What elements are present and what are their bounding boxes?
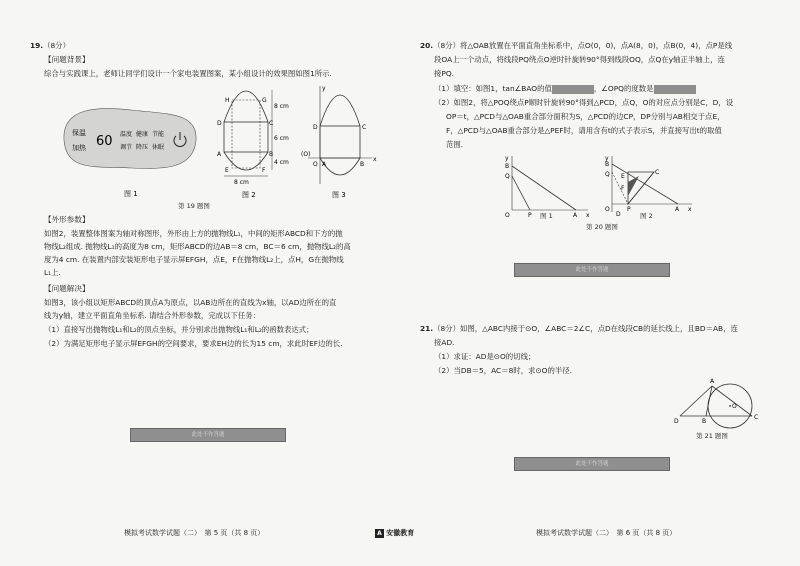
fig3-pt-o2: (O) bbox=[301, 151, 311, 158]
q19-shape-line-3: L₁上. bbox=[44, 268, 61, 277]
q20-f1-p: P bbox=[528, 212, 532, 218]
q20-f2-a: A bbox=[675, 206, 680, 213]
q20-fill-mid: ，∠OPQ的度数是 bbox=[593, 84, 654, 93]
q20-f1-q: Q bbox=[505, 173, 510, 180]
right-page bbox=[400, 0, 800, 566]
q20-f2-f: F bbox=[621, 185, 625, 192]
q20-number: 20. bbox=[420, 41, 434, 50]
q19-shape-title: 【外形参数】 bbox=[44, 215, 90, 224]
q21-figure-caption: 第 21 题图 bbox=[696, 432, 728, 440]
q21-pt-c: C bbox=[754, 414, 759, 421]
fig2-dim-0: 8 cm bbox=[274, 103, 289, 110]
fig3-x: x bbox=[373, 156, 377, 163]
device-grid-0: 温度 bbox=[120, 131, 133, 138]
q20-fig2-caption: 图 2 bbox=[640, 212, 653, 220]
q21-figure bbox=[672, 374, 764, 436]
footer-right: 模拟考试数学试题（二） 第 6 页（共 8 页） bbox=[536, 529, 677, 537]
q20-f2-d: D bbox=[616, 211, 621, 218]
fig2-pt-e: E bbox=[225, 167, 229, 174]
q20-f2-b: B bbox=[605, 161, 610, 168]
q21-answer-bar bbox=[514, 457, 670, 471]
q19-answer-bar bbox=[130, 428, 286, 442]
fig3-pt-b: B bbox=[360, 161, 365, 168]
q20-line-2: 接PQ. bbox=[434, 69, 455, 78]
q19-solve-line-0: 如图3，该小组以矩形ABCD的顶点A为原点，以AB边所在的直线为x轴，以AD边所在的直 bbox=[44, 298, 337, 307]
fig3-pt-c: C bbox=[362, 124, 367, 131]
fig2-pt-h: H bbox=[225, 97, 230, 104]
q20-f1-o: O bbox=[505, 212, 510, 218]
q21-line-1 bbox=[420, 323, 738, 335]
q20-figure-2 bbox=[600, 152, 696, 218]
fig2-dim-2: 4 cm bbox=[274, 159, 289, 166]
device-temp: 60 bbox=[96, 134, 113, 149]
fig2-dim-3: 8 cm bbox=[234, 179, 249, 186]
q19-fig1-caption: 图 1 bbox=[124, 190, 138, 198]
q21-pt-o: O bbox=[732, 403, 737, 410]
redacted-block bbox=[654, 85, 696, 94]
publisher-logo-icon: A bbox=[375, 529, 384, 538]
fig2-pt-c: C bbox=[269, 120, 274, 127]
q20-f2-x: x bbox=[688, 206, 692, 213]
q20-f2-y: y bbox=[605, 155, 609, 162]
q20-answer-bar-label: 此处不作答题 bbox=[575, 267, 609, 273]
q20-fig1-caption: 图 1 bbox=[540, 212, 553, 220]
device-left-top: 保温 bbox=[72, 129, 86, 137]
rect-efgh bbox=[232, 100, 260, 168]
q19-bg-text: 综合与实践课上，老师让同学们设计一个家电装置图案，某小组设计的效果图如图1所示. bbox=[44, 69, 332, 78]
redacted-block bbox=[552, 85, 594, 94]
q19-fig2-caption: 图 2 bbox=[242, 191, 256, 199]
fig3-pt-d: D bbox=[313, 124, 318, 131]
q20-part2-3: 范围. bbox=[446, 140, 464, 149]
q20-f2-o: O bbox=[605, 206, 610, 213]
device-left-bottom: 加热 bbox=[72, 144, 86, 152]
fig2-pt-a: A bbox=[217, 151, 222, 158]
q20-figure-1 bbox=[500, 152, 592, 218]
q20-part2-2: F，△PCD与△OAB重合部分是△PEF时，请用含有t的式子表示S，并直接写出t的取值 bbox=[446, 126, 722, 135]
q20-line-1: 段OA上一个动点，将线段PQ绕点O逆时针旋转90°得到线段OQ，点Q在y轴正半轴上，连 bbox=[434, 55, 725, 64]
device-grid-2: 节能 bbox=[152, 131, 165, 138]
device-grid-4: 降压 bbox=[136, 144, 149, 151]
q19-figure-1 bbox=[56, 88, 206, 208]
q21-line-1-text: （8分）如图，△ABC内接于⊙O，∠ABC＝2∠C，点D在线段CB的延长线上，且BD＝AB，连 bbox=[433, 324, 738, 333]
q19-task-2: （2）为满足矩形电子显示屏EFGH的空间要求，要求EH边的长为15 cm，求此时EF边的长. bbox=[44, 339, 343, 348]
q19-figure-caption: 第 19 题图 bbox=[178, 202, 210, 210]
fig2-pt-f: F bbox=[262, 167, 266, 174]
q20-f2-p: P bbox=[627, 206, 631, 213]
q20-line-0 bbox=[420, 40, 732, 52]
fig3-pt-o: O bbox=[313, 161, 318, 168]
q19-figure-3 bbox=[298, 80, 380, 205]
q19-task-1: （1）直接写出抛物线L₁和L₂的顶点坐标，并分别求出抛物线L₁和L₂的函数表达式； bbox=[44, 325, 314, 334]
fig2-pt-g: G bbox=[262, 97, 267, 104]
q19-solve-line-1: 线为y轴，建立平面直角坐标系. 请结合外形参数，完成以下任务： bbox=[44, 311, 261, 320]
q20-line-0-text: （8分）将△OAB放置在平面直角坐标系中，点O(0，0)，点A(8，0)，点B(0，4)，点P是线 bbox=[433, 41, 733, 50]
q20-part2-1: OP＝t，△PCD与△OAB重合部分面积为S，△PCD的边CP，DP分别与AB相交于点E， bbox=[446, 112, 725, 121]
footer-center bbox=[375, 528, 414, 538]
q21-part-1: （1）求证：AD是⊙O的切线； bbox=[434, 352, 536, 361]
device-grid-5: 休眠 bbox=[152, 144, 165, 151]
q19-figure-2 bbox=[206, 80, 298, 205]
q20-f1-a: A bbox=[573, 212, 578, 218]
q20-f2-c: C bbox=[655, 169, 660, 176]
q21-part-2: （2）当DB＝5，AC＝8时，求⊙O的半径. bbox=[434, 366, 573, 375]
parabola-l1 bbox=[224, 91, 268, 122]
q20-f2-q: Q bbox=[605, 171, 610, 178]
q19-shape-line-2: 度为4 cm. 在装置内部安装矩形电子显示屏EFGH，点E，F在抛物线L₂上，点H，G在抛物线 bbox=[44, 255, 344, 264]
q20-f1-y: y bbox=[505, 155, 509, 162]
q20-answer-bar bbox=[514, 263, 670, 277]
rect-abcd bbox=[224, 122, 268, 152]
device-grid-3: 调节 bbox=[120, 144, 133, 151]
q19-number: 19. bbox=[30, 41, 44, 50]
q19-answer-bar-label: 此处不作答题 bbox=[191, 432, 225, 438]
footer-left: 模拟考试数学试题（二） 第 5 页（共 8 页） bbox=[124, 529, 265, 537]
device-grid-1: 健康 bbox=[136, 131, 149, 138]
q20-f1-x: x bbox=[586, 212, 590, 218]
q19-shape-line-1: 物线L₂组成. 抛物线L₁的高度为8 cm，矩形ABCD的边AB＝8 cm，BC＝6 cm，抛物线L₂的高 bbox=[44, 242, 351, 251]
q21-pt-b: B bbox=[702, 418, 707, 425]
q20-f2-e: E bbox=[621, 173, 625, 180]
device-body bbox=[64, 108, 196, 168]
publisher-name: 安徽教育 bbox=[386, 529, 415, 537]
q20-fill bbox=[434, 83, 696, 95]
fig3-pt-a: A bbox=[322, 161, 327, 168]
q20-f1-b: B bbox=[505, 163, 510, 170]
q20-part2-0: （2）如图2，将△POQ绕点P顺时针旋转90°得到△PCD，点Q，O的对应点分别是C，D，设 bbox=[434, 98, 734, 107]
q19-fig3-caption: 图 3 bbox=[332, 191, 346, 199]
q21-answer-bar-label: 此处不作答题 bbox=[575, 461, 609, 467]
fig3-y: y bbox=[322, 85, 326, 92]
fig2-pt-b: B bbox=[269, 151, 274, 158]
fig2-pt-d: D bbox=[217, 120, 222, 127]
q19-bg-title: 【问题背景】 bbox=[44, 55, 90, 64]
q19-shape-line-0: 如图2，装置整体图案为轴对称图形，外形由上方的抛物线L₁，中间的矩形ABCD和下方的抛 bbox=[44, 229, 343, 238]
q21-line-2: 接AD. bbox=[434, 338, 455, 347]
q20-figure-caption: 第 20 题图 bbox=[586, 223, 618, 231]
q19-solve-title: 【问题解决】 bbox=[44, 284, 90, 293]
q19-header bbox=[30, 40, 70, 52]
q21-number: 21. bbox=[420, 324, 434, 333]
q20-fill-prefix: （1）填空：如图1，tan∠BAO的值 bbox=[434, 84, 552, 93]
q19-score: （8分） bbox=[43, 41, 70, 50]
q21-pt-d: D bbox=[674, 418, 679, 425]
q21-pt-a: A bbox=[710, 378, 715, 385]
fig2-dim-1: 6 cm bbox=[274, 135, 289, 142]
